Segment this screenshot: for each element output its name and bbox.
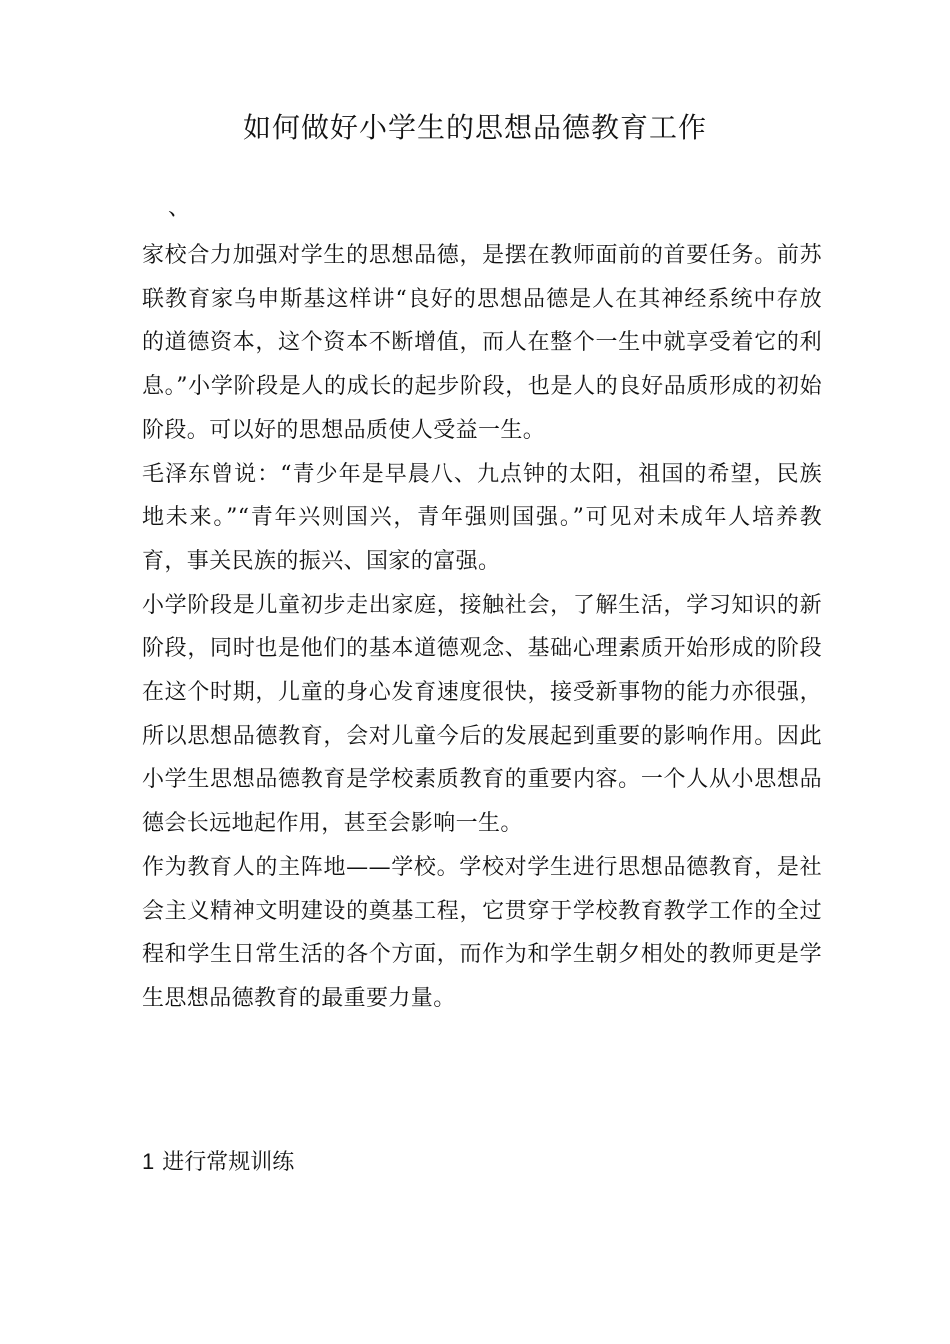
document-title: 如何做好小学生的思想品德教育工作 [242, 111, 707, 144]
paragraph-3: 小学阶段是儿童初步走出家庭，接触社会，了解生活，学习知识的新阶段，同时也是他们的基本道德观念、基础心理素质开始形成的阶段在这个时期，儿童的身心发育速度很快，接受新事物的能力亦很强，所以思想品德教育，会对儿童今后的发展起到重要的影响作用。因此小学生思想品德教育是学校素质教育的重要内容。一个人从小思想品德会长远地起作用，甚至会影响一生。 [142, 592, 822, 837]
document-body [142, 234, 822, 1021]
section-heading-text: 进行常规训练 [162, 1150, 295, 1175]
section-number: 1 [142, 1149, 155, 1174]
paragraph-2: 毛泽东曾说：“青少年是早晨八、九点钟的太阳，祖国的希望，民族地未来。”“青年兴则国兴，青年强则国强。”可见对未成年人培养教育，事关民族的振兴、国家的富强。 [142, 461, 822, 574]
section-heading [142, 1140, 294, 1184]
paragraph-4: 作为教育人的主阵地——学校。学校对学生进行思想品德教育，是社会主义精神文明建设的奠基工程，它贯穿于学校教育教学工作的全过程和学生日常生活的各个方面，而作为和学生朝夕相处的教师更是学生思想品德教育的最重要力量。 [142, 854, 822, 1011]
paragraph-1: 家校合力加强对学生的思想品德，是摆在教师面前的首要任务。前苏联教育家乌申斯基这样讲“良好的思想品德是人在其神经系统中存放的道德资本，这个资本不断增值，而人在整个一生中就享受着它的利息。”小学阶段是人的成长的起步阶段，也是人的良好品质形成的初始阶段。可以好的思想品质使人受益一生。 [142, 243, 822, 443]
list-mark: 、 [168, 196, 191, 221]
